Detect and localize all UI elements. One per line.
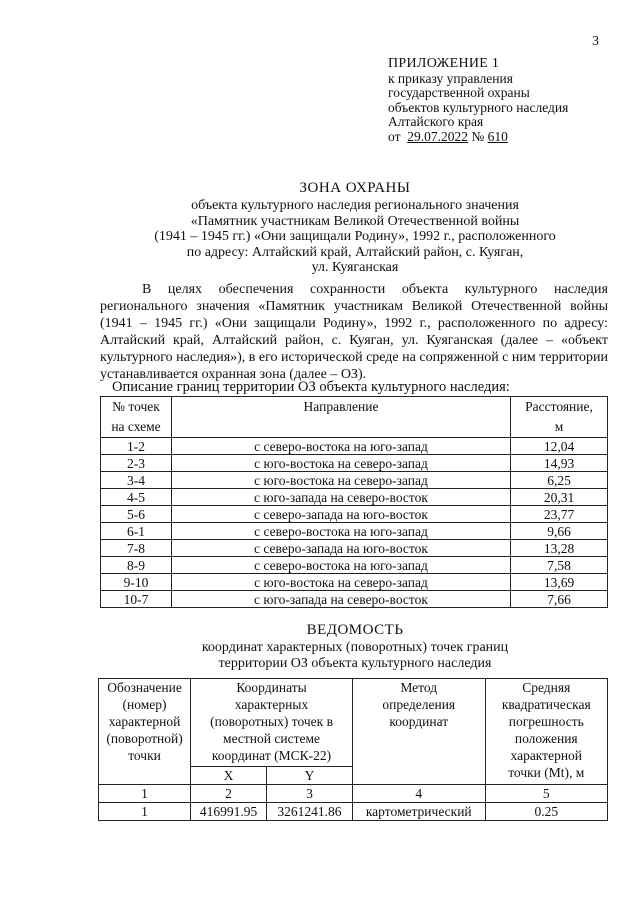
zone-subtitle-line: (1941 – 1945 гг.) «Они защищали Родину», 1992 г., расположенного (154, 229, 556, 244)
points-header: № точек на схеме (101, 397, 172, 438)
direction-cell: с юго-востока на северо-запад (172, 472, 511, 489)
header-line: погрешность (508, 714, 584, 729)
direction-header: Направление (172, 397, 511, 438)
x-cell: 416991.95 (191, 803, 267, 821)
points-cell: 5-6 (101, 506, 172, 523)
header-line: точки (Mt), м (508, 765, 585, 780)
points-cell: 3-4 (101, 472, 172, 489)
appendix-title: ПРИЛОЖЕНИЕ 1 (388, 56, 500, 71)
header-line: Обозначение (107, 680, 182, 695)
header-line: характерной (108, 714, 181, 729)
appendix-header (388, 57, 640, 144)
numbering-row (99, 785, 608, 803)
header-line: Метод (400, 680, 438, 695)
distance-cell: 12,04 (511, 438, 608, 455)
distance-cell: 13,28 (511, 540, 608, 557)
direction-cell: с юго-запада на северо-восток (172, 489, 511, 506)
zone-subtitle-line: по адресу: Алтайский край, Алтайский район, с. Куяган, (186, 244, 524, 260)
points-cell: 9-10 (101, 574, 172, 591)
vedomost-subtitle-line: территории ОЗ объекта культурного наследия (218, 655, 492, 671)
points-cell: 1-2 (101, 438, 172, 455)
points-cell: 4-5 (101, 489, 172, 506)
distance-header: Расстояние, м (511, 397, 608, 438)
number-prefix: № (471, 128, 485, 144)
table-row (101, 438, 608, 455)
direction-cell: с северо-запада на юго-восток (172, 506, 511, 523)
x-header: X (191, 767, 267, 785)
table-row (101, 591, 608, 608)
header-line: квадратическая (501, 697, 591, 712)
table-row (101, 455, 608, 472)
distance-cell: 6,25 (511, 472, 608, 489)
distance-cell: 7,58 (511, 557, 608, 574)
table-row (101, 540, 608, 557)
table-row (101, 574, 608, 591)
y-cell: 3261241.86 (266, 803, 352, 821)
table-row (101, 472, 608, 489)
appendix-line: государственной охраны (388, 85, 530, 100)
body-text (100, 281, 608, 383)
header-line: определения (382, 697, 456, 712)
direction-cell: с юго-востока на северо-запад (172, 455, 511, 472)
direction-cell: с северо-востока на юго-запад (172, 523, 511, 540)
header-line: точки (128, 748, 161, 763)
points-cell: 7-8 (101, 540, 172, 557)
direction-cell: с северо-востока на юго-запад (172, 557, 511, 574)
body-paragraph: В целях обеспечения сохранности объекта культурного наследия регионального значения «Памятник участникам Великой Отечественной войны (1941 – 1945 гг.) «Они защищали Родину», 1992 г., расположенного по адресу: Алтайский край, Алтайский район, с. Куяган, ул. Куяганская (далее – «объект культурного наследия»), в его исторической среде на сопряженной с ним территории устанавливается охранная зона (далее – ОЗ). (100, 282, 608, 382)
header-line: (поворотной) (106, 731, 183, 746)
header-line: положения (514, 731, 578, 746)
zone-subtitle (100, 198, 610, 276)
zone-subtitle-line: «Памятник участникам Великой Отечественной войны (190, 213, 520, 229)
direction-cell: с северо-востока на юго-запад (172, 438, 511, 455)
appendix-line: к приказу управления (388, 70, 513, 86)
zone-title: ЗОНА ОХРАНЫ (299, 180, 411, 196)
coordinates-table (98, 678, 608, 821)
table-row (101, 557, 608, 574)
method-header (352, 679, 485, 785)
accuracy-cell: 0.25 (485, 803, 607, 821)
direction-cell: с юго-запада на северо-восток (172, 591, 511, 608)
page-number: 3 (592, 34, 599, 49)
order-date: 29.07.2022 (407, 128, 468, 144)
date-prefix: от (388, 128, 401, 144)
header-line: характерной (510, 748, 583, 763)
points-cell: 10-7 (101, 591, 172, 608)
distance-cell: 14,93 (511, 455, 608, 472)
column-number: 4 (352, 785, 485, 803)
column-number: 3 (266, 785, 352, 803)
column-number: 5 (485, 785, 607, 803)
vedomost-subtitle (100, 640, 610, 671)
boundaries-table (100, 396, 608, 608)
vedomost-title: ВЕДОМОСТЬ (306, 622, 404, 638)
points-cell: 8-9 (101, 557, 172, 574)
column-number: 2 (191, 785, 267, 803)
table-row (99, 803, 608, 821)
header-line: характерных (234, 697, 309, 712)
y-header: Y (266, 767, 352, 785)
table-header-row (99, 679, 608, 767)
table-row (101, 489, 608, 506)
point-cell: 1 (99, 803, 191, 821)
distance-cell: 13,69 (511, 574, 608, 591)
distance-cell: 20,31 (511, 489, 608, 506)
boundaries-caption: Описание границ территории ОЗ объекта культурного наследия: (112, 379, 510, 395)
zone-subtitle-line: ул. Куяганская (311, 260, 399, 275)
coordinates-header (191, 679, 353, 767)
designation-header (99, 679, 191, 785)
accuracy-header (485, 679, 607, 785)
order-number: 610 (487, 128, 508, 144)
points-cell: 6-1 (101, 523, 172, 540)
zone-subtitle-line: объекта культурного наследия регионального значения (191, 198, 519, 213)
method-cell: картометрический (352, 803, 485, 821)
appendix-date-line (388, 130, 640, 145)
table-row (101, 523, 608, 540)
column-number: 1 (99, 785, 191, 803)
vedomost-subtitle-line: координат характерных (поворотных) точек границ (201, 640, 509, 655)
header-line: координат (МСК-22) (211, 748, 332, 763)
header-line: Координаты (236, 680, 307, 695)
header-line: местной системе (223, 731, 321, 746)
appendix-line: объектов культурного наследия (388, 99, 569, 115)
distance-cell: 23,77 (511, 506, 608, 523)
appendix-line: Алтайского края (388, 114, 484, 129)
direction-cell: с северо-запада на юго-восток (172, 540, 511, 557)
points-cell: 2-3 (101, 455, 172, 472)
header-line: Средняя (522, 680, 571, 695)
distance-cell: 9,66 (511, 523, 608, 540)
direction-cell: с юго-востока на северо-запад (172, 574, 511, 591)
table-header-row (101, 397, 608, 438)
header-line: координат (389, 714, 449, 729)
header-line: (поворотных) точек в (210, 714, 333, 729)
distance-cell: 7,66 (511, 591, 608, 608)
table-row (101, 506, 608, 523)
header-line: (номер) (122, 697, 167, 712)
